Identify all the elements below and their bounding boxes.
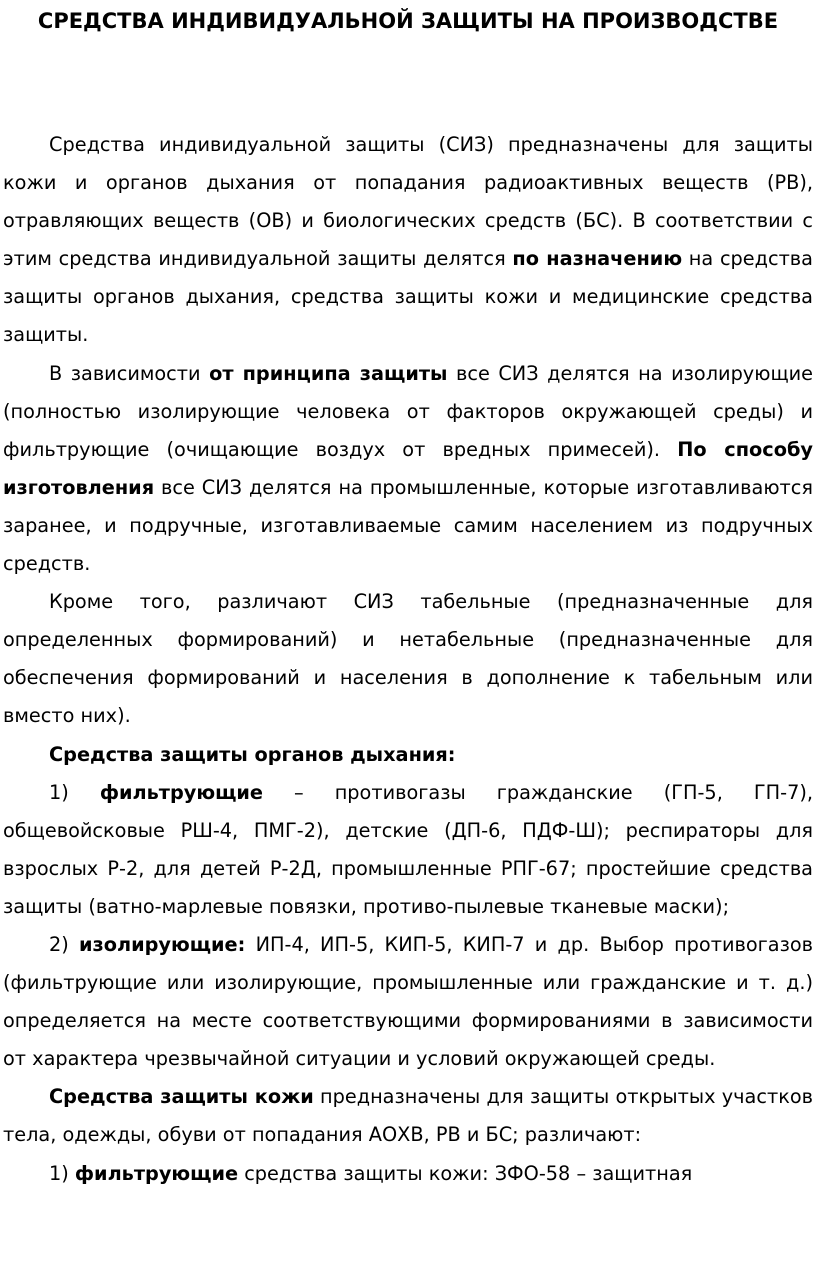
list-item-skin-filtering	[3, 1155, 813, 1193]
paragraph-text: на средства защиты органов дыхания, средства защиты кожи и медицинские средства защиты.	[3, 247, 813, 347]
bold-term: Средства защиты кожи	[49, 1085, 314, 1109]
paragraph-text: все СИЗ делятся на промышленные, которые изготавливаются заранее, и подручные, изготавливаемые самим населением из подручных средств.	[3, 475, 813, 576]
paragraph-text: средства защиты кожи: ЗФО-58 – защитная	[238, 1161, 693, 1185]
spacer	[3, 84, 813, 126]
paragraph-text: ИП-4, ИП-5, КИП-5, КИП-7 и др. Выбор противогазов (фильтрующие или изолирующие, промышленные или гражданские и т. д.) определяется на месте соответствующими формированиями в зависимости от характера чрезвычайной ситуации и условий окружающей среды.	[3, 932, 813, 1071]
list-number: 2)	[49, 932, 80, 956]
paragraph-purpose	[3, 126, 813, 355]
list-item-filtering	[3, 774, 813, 926]
bold-term: фильтрующие	[99, 780, 263, 804]
bold-term: изолирующие:	[79, 932, 246, 956]
paragraph-skin-protection	[3, 1078, 813, 1154]
list-number: 1)	[49, 1161, 75, 1185]
paragraph-text: Средства индивидуальной защиты (СИЗ) предназначены для защиты кожи и органов дыхания от попадания радиоактивных веществ (РВ), отравляющих веществ (ОВ) и биологических средств (БС). В соответствии с этим средства индивидуальной защиты делятся	[3, 133, 813, 271]
bold-term: фильтрующие	[74, 1161, 239, 1185]
paragraph-text: предназначены для защиты открытых участков тела, одежды, обуви от попадания АОХВ, РВ и БС; различают:	[3, 1085, 813, 1147]
page-title: СРЕДСТВА ИНДИВИДУАЛЬНОЙ ЗАЩИТЫ НА ПРОИЗВОДСТВЕ	[37, 9, 779, 33]
bold-term: от принципа защиты	[209, 361, 448, 385]
paragraph-text: все СИЗ делятся на изолирующие (полностью изолирующие человека от факторов окружающей среды) и фильтрующие (очищающие воздух от вредных примесей).	[3, 361, 813, 461]
list-number: 1)	[49, 780, 100, 804]
bold-term: по назначению	[512, 247, 683, 271]
paragraph-text: В зависимости	[49, 361, 210, 385]
section-heading-respiratory	[3, 736, 813, 774]
paragraph-principle	[3, 355, 813, 584]
paragraph-tabular: Кроме того, различают СИЗ табельные (предназначенные для определенных формирований) и нетабельные (предназначенные для обеспечения формирований и населения в дополнение к табельным или вместо них).	[3, 590, 813, 728]
bold-heading: Средства защиты органов дыхания:	[49, 742, 456, 766]
bold-term: По способу изготовления	[3, 437, 813, 499]
paragraph-text: – противогазы гражданские (ГП-5, ГП-7), общевойсковые РШ-4, ПМГ-2), детские (ДП-6, ПДФ-Ш); респираторы для взрослых Р-2, для детей Р-2Д, промышленные РПГ-67; простейшие средства защиты (ватно-марлевые повязки, противо-пылевые тканевые маски);	[3, 780, 813, 918]
list-item-isolating	[3, 926, 813, 1078]
